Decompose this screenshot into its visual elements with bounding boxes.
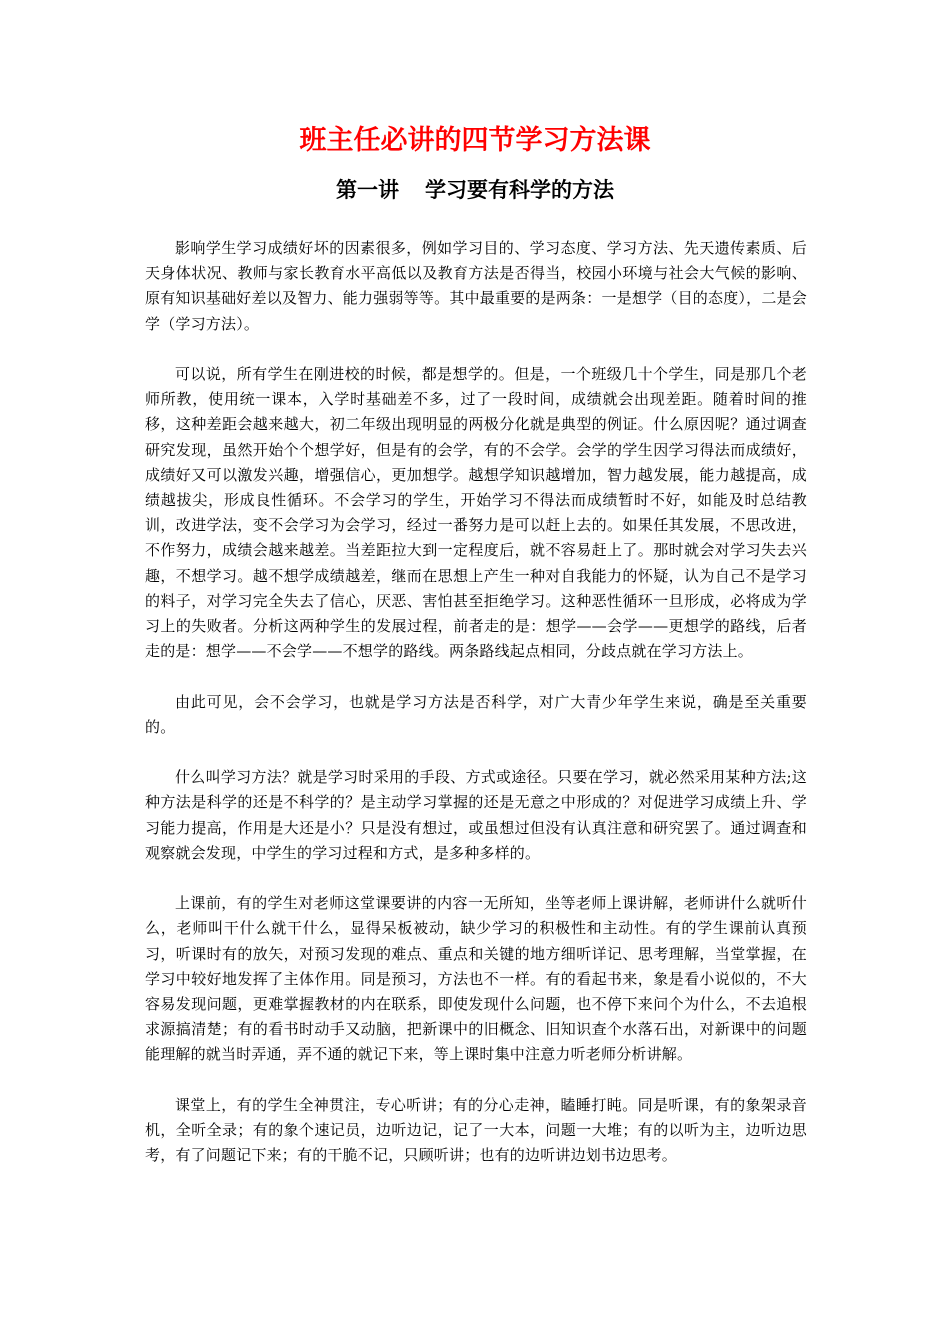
lecture-subtitle	[0, 173, 950, 207]
paragraph-1: 影响学生学习成绩好坏的因素很多，例如学习目的、学习态度、学习方法、先天遗传素质、后天身体状况、教师与家长教育水平高低以及教育方法是否得当，校园小环境与社会大气候的影响、原有知识基础好差以及智力、能力强弱等等。其中最重要的是两条：一是想学（目的态度），二是会学（学习方法）。	[145, 239, 807, 333]
body-text	[145, 236, 807, 1194]
paragraph-3: 由此可见，会不会学习，也就是学习方法是否科学，对广大青少年学生来说，确是至关重要的。	[145, 692, 807, 736]
lecture-heading: 学习要有科学的方法	[425, 178, 614, 202]
document-title: 班主任必讲的四节学习方法课	[299, 125, 651, 156]
paragraph-2: 可以说，所有学生在刚进校的时候，都是想学的。但是，一个班级几十个学生，同是那几个老师所教，使用统一课本，入学时基础差不多，过了一段时间，成绩就会出现差距。随着时间的推移，这种差距会越来越大，初二年级出现明显的两极分化就是典型的例证。什么原因呢？通过调查研究发现，虽然开始个个想学好，但是有的会学，有的不会学。会学的学生因学习得法而成绩好，成绩好又可以激发兴趣，增强信心，更加想学。越想学知识越增加，智力越发展，能力越提高，成绩越拔尖，形成良性循环。不会学习的学生，开始学习不得法而成绩暂时不好，如能及时总结教训，改进学法，变不会学习为会学习，经过一番努力是可以赶上去的。如果任其发展，不思改进，不作努力，成绩会越来越差。当差距拉大到一定程度后，就不容易赶上了。那时就会对学习失去兴趣，不想学习。越不想学成绩越差，继而在思想上产生一种对自我能力的怀疑，认为自己不是学习的料子，对学习完全失去了信心，厌恶、害怕甚至拒绝学习。这种恶性循环一旦形成，必将成为学习上的失败者。分析这两种学生的发展过程，前者走的是：想学——会学——更想学的路线，后者走的是：想学——不会学——不想学的路线。两条路线起点相同，分歧点就在学习方法上。	[145, 365, 807, 661]
paragraph-6: 课堂上，有的学生全神贯注，专心听讲；有的分心走神，瞌睡打盹。同是听课，有的象架录音机，全听全录；有的象个速记员，边听边记，记了一大本，问题一大堆；有的以听为主，边听边思考，有了问题记下来；有的干脆不记，只顾听讲；也有的边听讲边划书边思考。	[145, 1095, 807, 1165]
paragraph-5: 上课前，有的学生对老师这堂课要讲的内容一无所知，坐等老师上课讲解，老师讲什么就听什么，老师叫干什么就干什么，显得呆板被动，缺少学习的积极性和主动性。有的学生课前认真预习，听课时有的放矢，对预习发现的难点、重点和关键的地方细听详记、思考理解，当堂掌握，在学习中较好地发挥了主体作用。同是预习，方法也不一样。有的看起书来，象是看小说似的，不大容易发现问题，更难掌握教材的内在联系，即使发现什么问题，也不停下来问个为什么，不去追根求源搞清楚；有的看书时动手又动脑，把新课中的旧概念、旧知识查个水落石出，对新课中的问题能理解的就当时弄通，弄不通的就记下来，等上课时集中注意力听老师分析讲解。	[145, 894, 807, 1064]
paragraph-4: 什么叫学习方法？就是学习时采用的手段、方式或途径。只要在学习，就必然采用某种方法;这种方法是科学的还是不科学的？是主动学习掌握的还是无意之中形成的？对促进学习成绩上升、学习能力提高，作用是大还是小？只是没有想过，或虽想过但没有认真注意和研究罢了。通过调查和观察就会发现，中学生的学习过程和方式，是多种多样的。	[145, 768, 807, 862]
lecture-number: 第一讲	[336, 178, 399, 202]
